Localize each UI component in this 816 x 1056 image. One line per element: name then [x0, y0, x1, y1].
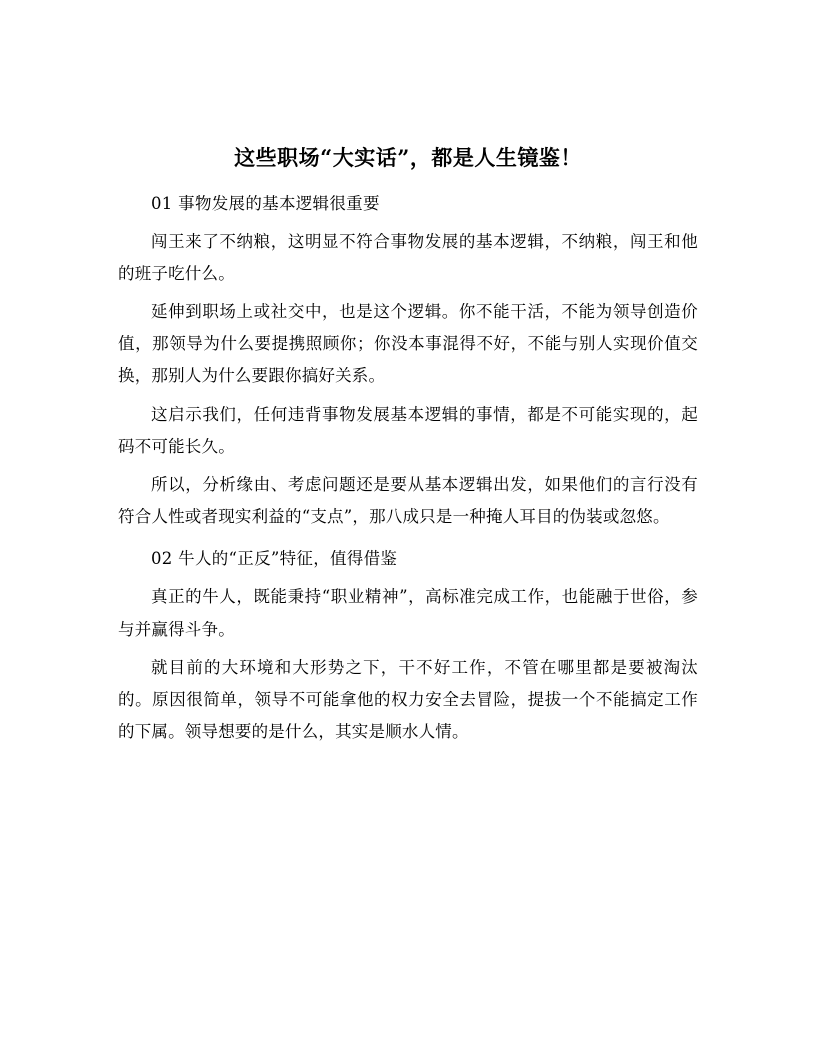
section-heading-01: 01 事物发展的基本逻辑很重要	[151, 193, 380, 213]
paragraph-2: 延伸到职场上或社交中，也是这个逻辑。你不能干活，不能为领导创造价值，那领导为什么要提携照顾你；你没本事混得不好，不能与别人实现价值交换，那别人为什么要跟你搞好关系。	[118, 302, 698, 386]
document-body	[118, 188, 698, 749]
paragraph-4: 所以，分析缘由、考虑问题还是要从基本逻辑出发，如果他们的言行没有符合人性或者现实利益的“支点”，那八成只是一种掩人耳目的伪装或忽悠。	[118, 474, 698, 527]
page-title: 这些职场“大实话”，都是人生镜鉴！	[234, 145, 582, 170]
paragraph-1: 闯王来了不纳粮，这明显不符合事物发展的基本逻辑，不纳粮，闯王和他的班子吃什么。	[118, 231, 698, 283]
paragraph-5: 真正的牛人，既能秉持“职业精神”，高标准完成工作，也能融于世俗，参与并赢得斗争。	[118, 587, 698, 639]
section-heading-02: 02 牛人的“正反”特征，值得借鉴	[151, 549, 398, 569]
paragraph-3: 这启示我们，任何违背事物发展基本逻辑的事情，都是不可能实现的，起码不可能长久。	[118, 404, 698, 456]
paragraph-6: 就目前的大环境和大形势之下，干不好工作，不管在哪里都是要被淘汰的。原因很简单，领导不可能拿他的权力安全去冒险，提拔一个不能搞定工作的下属。领导想要的是什么，其实是顺水人情。	[118, 657, 698, 742]
